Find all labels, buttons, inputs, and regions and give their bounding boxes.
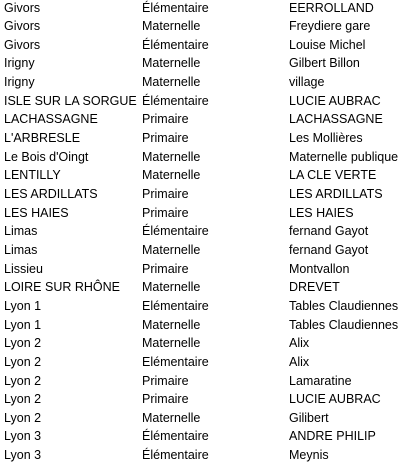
table-row (0, 297, 416, 316)
cell-commune: Givors (4, 0, 41, 15)
cell-school-type: Maternelle (142, 336, 201, 351)
cell-school-type: Maternelle (142, 19, 201, 34)
cell-school-type: Elémentaire (142, 354, 209, 369)
cell-school-name: LES HAIES (289, 205, 354, 220)
cell-school-type: Primaire (142, 392, 189, 407)
cell-school-name: Alix (289, 336, 310, 351)
cell-school-type: Maternelle (142, 149, 201, 164)
cell-school-name: ANDRE PHILIP (289, 429, 376, 444)
cell-commune: Lyon 3 (4, 429, 42, 444)
cell-school-type: Primaire (142, 373, 189, 388)
cell-school-type: Primaire (142, 187, 189, 201)
cell-school-type: Élémentaire (142, 37, 209, 52)
cell-school-type: Maternelle (142, 242, 201, 257)
cell-commune: LES ARDILLATS (4, 187, 98, 201)
table-row (0, 73, 416, 92)
cell-school-type: Élémentaire (142, 224, 209, 239)
table-row (0, 92, 416, 111)
cell-commune: LENTILLY (4, 168, 61, 183)
cell-commune: LOIRE SUR RHÔNE (4, 280, 120, 295)
cell-school-type: Primaire (142, 205, 189, 220)
cell-commune: Givors (4, 19, 41, 34)
cell-school-name: EERROLLAND (289, 0, 374, 15)
cell-commune: Lyon 2 (4, 410, 42, 425)
cell-commune: Limas (4, 224, 38, 239)
cell-school-name: Alix (289, 354, 310, 369)
cell-school-type: Maternelle (142, 56, 201, 71)
table-row (0, 353, 416, 372)
cell-school-name: LES ARDILLATS (289, 187, 383, 201)
table-row (0, 278, 416, 297)
table-row (0, 334, 416, 353)
table-row (0, 185, 416, 204)
cell-commune: Lissieu (4, 261, 43, 276)
cell-commune: Limas (4, 242, 38, 257)
cell-school-name: DREVET (289, 280, 340, 295)
cell-school-name: Montvallon (289, 261, 350, 276)
cell-commune: Lyon 2 (4, 354, 42, 369)
cell-commune: Lyon 1 (4, 298, 42, 313)
table-row (0, 204, 416, 223)
cell-commune: Le Bois d'Oingt (4, 149, 89, 164)
cell-commune: LES HAIES (4, 205, 69, 220)
cell-commune: Lyon 1 (4, 317, 42, 332)
cell-school-name: village (289, 75, 325, 90)
cell-commune: Lyon 3 (4, 448, 42, 463)
table-row (0, 316, 416, 335)
cell-school-name: Meynis (289, 448, 329, 463)
cell-school-name: Tables Claudiennes (289, 317, 399, 332)
cell-school-name: fernand Gayot (289, 242, 369, 257)
table-row (0, 372, 416, 391)
cell-school-name: Maternelle publique (289, 149, 399, 164)
table-row (0, 390, 416, 409)
cell-school-type: Maternelle (142, 75, 201, 90)
cell-school-name: Lamaratine (289, 373, 352, 388)
cell-school-type: Élémentaire (142, 0, 209, 15)
table-row (0, 54, 416, 73)
cell-school-type: Primaire (142, 112, 189, 127)
cell-school-name: fernand Gayot (289, 224, 369, 239)
cell-commune: Irigny (4, 56, 35, 71)
cell-school-type: Primaire (142, 261, 189, 276)
table-row (0, 241, 416, 260)
cell-school-name: Les Mollières (289, 131, 363, 146)
cell-commune: Lyon 2 (4, 392, 42, 407)
cell-commune: L'ARBRESLE (4, 131, 81, 146)
cell-school-type: Maternelle (142, 280, 201, 295)
cell-school-name: Tables Claudiennes (289, 298, 399, 313)
cell-school-type: Élémentaire (142, 448, 209, 463)
table-row (0, 222, 416, 241)
cell-school-type: Maternelle (142, 168, 201, 183)
cell-school-name: Gilibert (289, 410, 329, 425)
table-row (0, 129, 416, 148)
cell-school-name: LUCIE AUBRAC (289, 93, 381, 108)
cell-commune: Lyon 2 (4, 373, 42, 388)
table-row (0, 148, 416, 167)
table-row (0, 110, 416, 129)
cell-school-name: Louise Michel (289, 37, 366, 52)
table-row (0, 0, 416, 17)
cell-school-name: LA CLE VERTE (289, 168, 377, 183)
table-row (0, 427, 416, 446)
table-row (0, 36, 416, 55)
cell-school-name: Gilbert Billon (289, 56, 360, 71)
cell-commune: Givors (4, 37, 41, 52)
cell-school-type: Élémentaire (142, 429, 209, 444)
cell-school-type: Maternelle (142, 410, 201, 425)
cell-commune: Lyon 2 (4, 336, 42, 351)
table-row (0, 166, 416, 185)
cell-commune: LACHASSAGNE (4, 112, 98, 127)
cell-commune: Irigny (4, 75, 35, 90)
cell-school-type: Maternelle (142, 317, 201, 332)
cell-school-type: Elémentaire (142, 298, 209, 313)
table-row (0, 260, 416, 279)
cell-school-type: Élémentaire (142, 93, 209, 108)
table-row (0, 446, 416, 465)
cell-school-name: LACHASSAGNE (289, 112, 383, 127)
cell-school-name: LUCIE AUBRAC (289, 392, 381, 407)
table-row (0, 17, 416, 36)
table-row (0, 409, 416, 428)
cell-commune: ISLE SUR LA SORGUE (4, 93, 137, 108)
cell-school-name: Freydiere gare (289, 19, 371, 34)
cell-school-type: Primaire (142, 131, 189, 146)
